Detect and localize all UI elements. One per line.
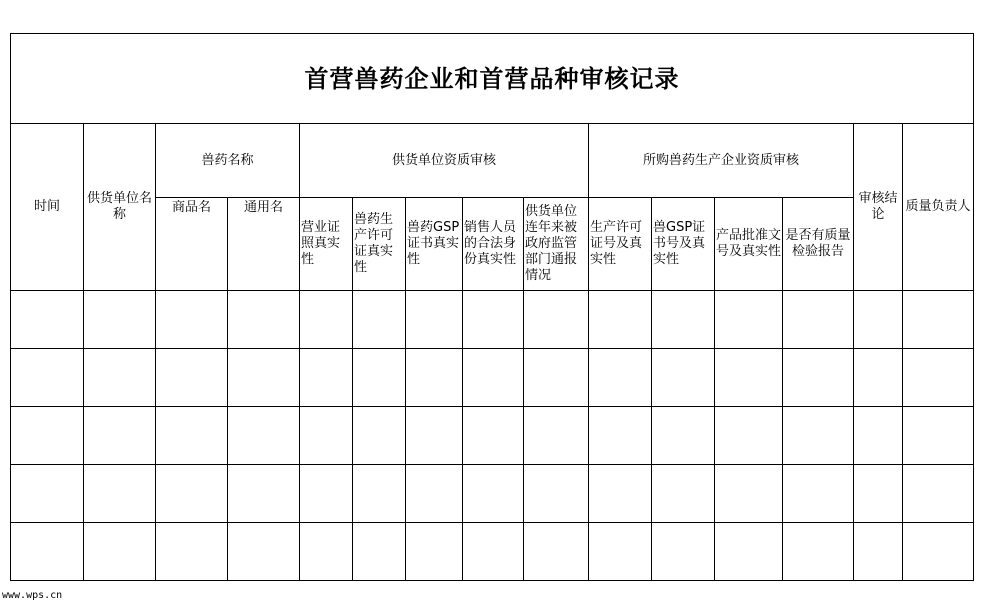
cell[interactable] bbox=[353, 349, 406, 407]
cell[interactable] bbox=[589, 407, 652, 465]
cell[interactable] bbox=[783, 349, 854, 407]
header-manufacturer-qualification-group: 所购兽药生产企业资质审核 bbox=[589, 124, 854, 198]
audit-record-table bbox=[10, 33, 974, 581]
cell[interactable] bbox=[589, 349, 652, 407]
cell[interactable] bbox=[854, 349, 903, 407]
cell[interactable] bbox=[854, 465, 903, 523]
cell[interactable] bbox=[406, 523, 463, 581]
cell[interactable] bbox=[524, 523, 589, 581]
cell[interactable] bbox=[84, 523, 156, 581]
cell[interactable] bbox=[715, 465, 783, 523]
cell[interactable] bbox=[300, 291, 353, 349]
cell[interactable] bbox=[156, 523, 228, 581]
cell[interactable] bbox=[903, 523, 974, 581]
cell[interactable] bbox=[156, 291, 228, 349]
cell[interactable] bbox=[228, 349, 300, 407]
header-time: 时间 bbox=[11, 124, 84, 291]
cell[interactable] bbox=[903, 291, 974, 349]
cell[interactable] bbox=[463, 349, 524, 407]
cell[interactable] bbox=[652, 349, 715, 407]
cell[interactable] bbox=[854, 523, 903, 581]
cell[interactable] bbox=[524, 465, 589, 523]
header-generic-name: 通用名 bbox=[228, 198, 300, 291]
cell[interactable] bbox=[156, 465, 228, 523]
cell[interactable] bbox=[353, 523, 406, 581]
cell[interactable] bbox=[11, 465, 84, 523]
cell[interactable] bbox=[463, 523, 524, 581]
cell[interactable] bbox=[854, 291, 903, 349]
cell[interactable] bbox=[524, 407, 589, 465]
cell[interactable] bbox=[156, 407, 228, 465]
header-trade-name: 商品名 bbox=[156, 198, 228, 291]
header-approval-number: 产品批准文号及真实性 bbox=[715, 198, 783, 291]
cell[interactable] bbox=[589, 465, 652, 523]
header-drug-name-group: 兽药名称 bbox=[156, 124, 300, 198]
cell[interactable] bbox=[228, 291, 300, 349]
cell[interactable] bbox=[715, 291, 783, 349]
cell[interactable] bbox=[524, 291, 589, 349]
watermark: www.wps.cn bbox=[2, 590, 63, 601]
cell[interactable] bbox=[84, 349, 156, 407]
cell[interactable] bbox=[406, 349, 463, 407]
header-sales-identity: 销售人员的合法身份真实性 bbox=[463, 198, 524, 291]
cell[interactable] bbox=[300, 349, 353, 407]
cell[interactable] bbox=[463, 465, 524, 523]
cell[interactable] bbox=[783, 291, 854, 349]
header-mfr-production-permit: 生产许可证号及真实性 bbox=[589, 198, 652, 291]
cell[interactable] bbox=[300, 523, 353, 581]
cell[interactable] bbox=[228, 523, 300, 581]
table-row bbox=[11, 349, 974, 407]
cell[interactable] bbox=[715, 523, 783, 581]
cell[interactable] bbox=[84, 465, 156, 523]
cell[interactable] bbox=[783, 465, 854, 523]
header-supplier-name: 供货单位名称 bbox=[84, 124, 156, 291]
cell[interactable] bbox=[300, 407, 353, 465]
cell[interactable] bbox=[783, 407, 854, 465]
cell[interactable] bbox=[84, 407, 156, 465]
header-mfr-gsp-certificate: 兽GSP证书号及真实性 bbox=[652, 198, 715, 291]
header-gsp-certificate: 兽药GSP证书真实性 bbox=[406, 198, 463, 291]
cell[interactable] bbox=[300, 465, 353, 523]
cell[interactable] bbox=[156, 349, 228, 407]
table-row bbox=[11, 465, 974, 523]
cell[interactable] bbox=[11, 349, 84, 407]
cell[interactable] bbox=[406, 465, 463, 523]
header-supplier-qualification-group: 供货单位资质审核 bbox=[300, 124, 589, 198]
cell[interactable] bbox=[715, 407, 783, 465]
cell[interactable] bbox=[783, 523, 854, 581]
cell[interactable] bbox=[353, 407, 406, 465]
audit-record-sheet bbox=[10, 33, 974, 581]
cell[interactable] bbox=[524, 349, 589, 407]
table-row bbox=[11, 523, 974, 581]
cell[interactable] bbox=[854, 407, 903, 465]
cell[interactable] bbox=[11, 407, 84, 465]
header-production-permit: 兽药生产许可证真实性 bbox=[353, 198, 406, 291]
cell[interactable] bbox=[652, 407, 715, 465]
header-business-license: 营业证照真实性 bbox=[300, 198, 353, 291]
cell[interactable] bbox=[228, 465, 300, 523]
cell[interactable] bbox=[406, 407, 463, 465]
cell[interactable] bbox=[715, 349, 783, 407]
document-title: 首营兽药企业和首营品种审核记录 bbox=[11, 34, 974, 124]
cell[interactable] bbox=[903, 407, 974, 465]
cell[interactable] bbox=[353, 465, 406, 523]
cell[interactable] bbox=[652, 291, 715, 349]
header-audit-conclusion: 审核结论 bbox=[854, 124, 903, 291]
cell[interactable] bbox=[463, 407, 524, 465]
header-regulatory-notices: 供货单位连年来被政府监管部门通报情况 bbox=[524, 198, 589, 291]
header-quality-report: 是否有质量检验报告 bbox=[783, 198, 854, 291]
cell[interactable] bbox=[903, 465, 974, 523]
header-quality-manager: 质量负责人 bbox=[903, 124, 974, 291]
cell[interactable] bbox=[84, 291, 156, 349]
table-row bbox=[11, 291, 974, 349]
cell[interactable] bbox=[652, 523, 715, 581]
cell[interactable] bbox=[589, 523, 652, 581]
cell[interactable] bbox=[589, 291, 652, 349]
cell[interactable] bbox=[228, 407, 300, 465]
table-row bbox=[11, 407, 974, 465]
cell[interactable] bbox=[652, 465, 715, 523]
cell[interactable] bbox=[11, 523, 84, 581]
cell[interactable] bbox=[353, 291, 406, 349]
cell[interactable] bbox=[406, 291, 463, 349]
cell[interactable] bbox=[11, 291, 84, 349]
cell[interactable] bbox=[903, 349, 974, 407]
cell[interactable] bbox=[463, 291, 524, 349]
